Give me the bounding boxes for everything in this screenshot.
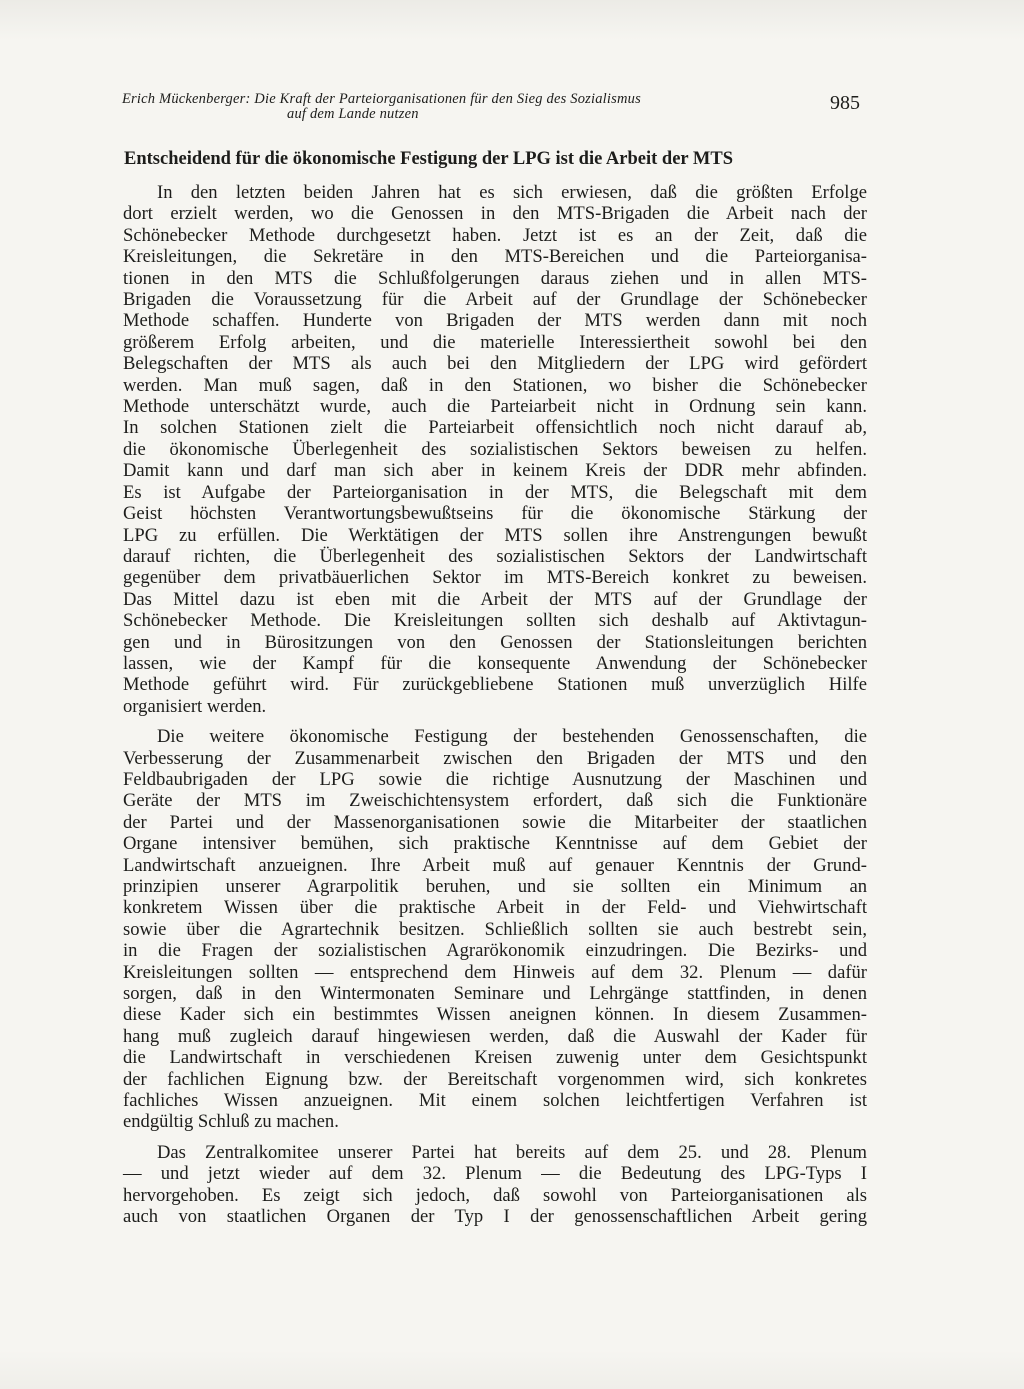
text-line: sorgen, daß in den Wintermonaten Seminare und Lehrgänge stattfinden, in denen bbox=[123, 983, 867, 1005]
body-text bbox=[123, 182, 867, 1228]
text-line: Das Mittel dazu ist eben mit die Arbeit der MTS auf der Grundlage der bbox=[123, 588, 867, 610]
text-line: sowie über die Agrartechnik besitzen. Schließlich sollten sie auch bestrebt sein, bbox=[123, 918, 867, 940]
text-line: gegenüber dem privatbäuerlichen Sektor im MTS-Bereich konkret zu beweisen. bbox=[123, 567, 867, 589]
text-line: gen und in Bürositzungen von den Genossen der Stationsleitungen berichten bbox=[123, 631, 867, 653]
text-line: Die weitere ökonomische Festigung der bestehenden Genossenschaften, die bbox=[157, 726, 867, 748]
text-line: darauf richten, die Überlegenheit des sozialistischen Sektors der Landwirtschaft bbox=[123, 545, 867, 567]
text-line: Schönebecker Methode durchgesetzt haben. Jetzt ist es an der Zeit, daß die bbox=[123, 224, 867, 246]
running-header bbox=[122, 92, 882, 126]
text-line: konkretem Wissen über die praktische Arbeit in der Feld- und Viehwirtschaft bbox=[123, 897, 867, 919]
paragraph bbox=[123, 1142, 867, 1228]
paragraph bbox=[123, 726, 867, 1133]
text-line: Geräte der MTS im Zweischichtensystem erfordert, daß sich die Funktionäre bbox=[123, 790, 867, 812]
text-line: Damit kann und darf man sich aber in keinem Kreis der DDR mehr abfinden. bbox=[123, 460, 867, 482]
text-line: die Landwirtschaft in verschiedenen Kreisen zuwenig unter dem Gesichtspunkt bbox=[123, 1047, 867, 1069]
text-line: Landwirtschaft anzueignen. Ihre Arbeit muß auf genauer Kenntnis der Grund- bbox=[123, 854, 867, 876]
text-line: die ökonomische Überlegenheit des sozialistischen Sektors beweisen zu helfen. bbox=[123, 438, 867, 460]
text-line: In solchen Stationen zielt die Parteiarbeit offensichtlich noch nicht darauf ab, bbox=[123, 417, 867, 439]
text-line: — und jetzt wieder auf dem 32. Plenum — die Bedeutung des LPG-Typs I bbox=[123, 1163, 867, 1185]
text-line: Das Zentralkomitee unserer Partei hat bereits auf dem 25. und 28. Plenum bbox=[157, 1141, 867, 1163]
text-line: werden. Man muß sagen, daß in den Stationen, wo bisher die Schönebecker bbox=[123, 374, 867, 396]
text-line: Methode geführt wird. Für zurückgebliebene Stationen muß unverzüglich Hilfe bbox=[123, 674, 867, 696]
text-line: fachliches Wissen anzueignen. Mit einem solchen leichtfertigen Verfahren ist bbox=[123, 1090, 867, 1112]
text-line: organisiert werden. bbox=[123, 695, 267, 717]
text-line: hang muß zugleich darauf hingewiesen werden, daß die Auswahl der Kader für bbox=[123, 1025, 867, 1047]
text-line: in die Fragen der sozialistischen Agrarökonomik einzudringen. Die Bezirks- und bbox=[123, 940, 867, 962]
text-line: lassen, wie der Kampf für die konsequente Anwendung der Schönebecker bbox=[123, 652, 867, 674]
text-line: LPG zu erfüllen. Die Werktätigen der MTS sollen ihre Anstrengungen bewußt bbox=[123, 524, 867, 546]
text-line: Methode unterschätzt wurde, auch die Parteiarbeit nicht in Ordnung sein kann. bbox=[123, 396, 867, 418]
page-number: 985 bbox=[830, 92, 860, 114]
text-line: hervorgehoben. Es zeigt sich jedoch, daß sowohl von Parteiorganisationen als bbox=[123, 1184, 867, 1206]
text-line: Geist höchsten Verantwortungsbewußtseins für die ökonomische Stärkung der bbox=[123, 503, 867, 525]
text-line: Verbesserung der Zusammenarbeit zwischen den Brigaden der MTS und den bbox=[123, 747, 867, 769]
text-line: diese Kader sich ein bestimmtes Wissen aneignen können. In diesem Zusammen- bbox=[123, 1004, 867, 1026]
text-line: Brigaden die Voraussetzung für die Arbeit auf der Grundlage der Schönebecker bbox=[123, 289, 867, 311]
running-header-line-1: Erich Mückenberger: Die Kraft der Parteiorganisationen für den Sieg des Sozialismus bbox=[122, 91, 641, 107]
text-line: Kreisleitungen, die Sekretäre in den MTS-Bereichen und die Parteiorganisa- bbox=[123, 246, 867, 268]
section-title: Entscheidend für die ökonomische Festigung der LPG ist die Arbeit der MTS bbox=[124, 149, 734, 169]
text-line: Belegschaften der MTS als auch bei den Mitgliedern der LPG wird gefördert bbox=[123, 353, 867, 375]
text-line: der Partei und der Massenorganisationen sowie die Mitarbeiter der staatlichen bbox=[123, 811, 867, 833]
paragraph bbox=[123, 182, 867, 717]
text-line: Kreisleitungen sollten — entsprechend dem Hinweis auf dem 32. Plenum — dafür bbox=[123, 961, 867, 983]
text-line: Organe intensiver bemühen, sich praktische Kenntnisse auf dem Gebiet der bbox=[123, 833, 867, 855]
text-line: endgültig Schluß zu machen. bbox=[123, 1111, 339, 1133]
text-line: Methode schaffen. Hunderte von Brigaden der MTS werden dann mit noch bbox=[123, 310, 867, 332]
text-line: prinzipien unserer Agrarpolitik beruhen, und sie sollten ein Minimum an bbox=[123, 876, 867, 897]
text-line: Feldbaubrigaden der LPG sowie die richtige Ausnutzung der Maschinen und bbox=[123, 768, 867, 790]
text-line: Schönebecker Methode. Die Kreisleitungen sollten sich deshalb auf Aktivtagun- bbox=[123, 610, 867, 632]
text-line: dort erzielt werden, wo die Genossen in den MTS-Brigaden die Arbeit nach der bbox=[123, 203, 867, 225]
text-line: tionen in den MTS die Schlußfolgerungen daraus ziehen und in allen MTS- bbox=[123, 267, 867, 289]
text-line: Es ist Aufgabe der Parteiorganisation in der MTS, die Belegschaft mit dem bbox=[123, 481, 867, 503]
text-line: der fachlichen Eignung bzw. der Bereitschaft vorgenommen wird, sich konkretes bbox=[123, 1068, 867, 1090]
running-header-line-2: auf dem Lande nutzen bbox=[287, 106, 419, 122]
text-line: auch von staatlichen Organen der Typ I der genossenschaftlichen Arbeit gering bbox=[123, 1206, 867, 1228]
text-line: In den letzten beiden Jahren hat es sich erwiesen, daß die größten Erfolge bbox=[157, 182, 867, 203]
text-line: größerem Erfolg arbeiten, und die materielle Interessiertheit sowohl bei den bbox=[123, 331, 867, 353]
